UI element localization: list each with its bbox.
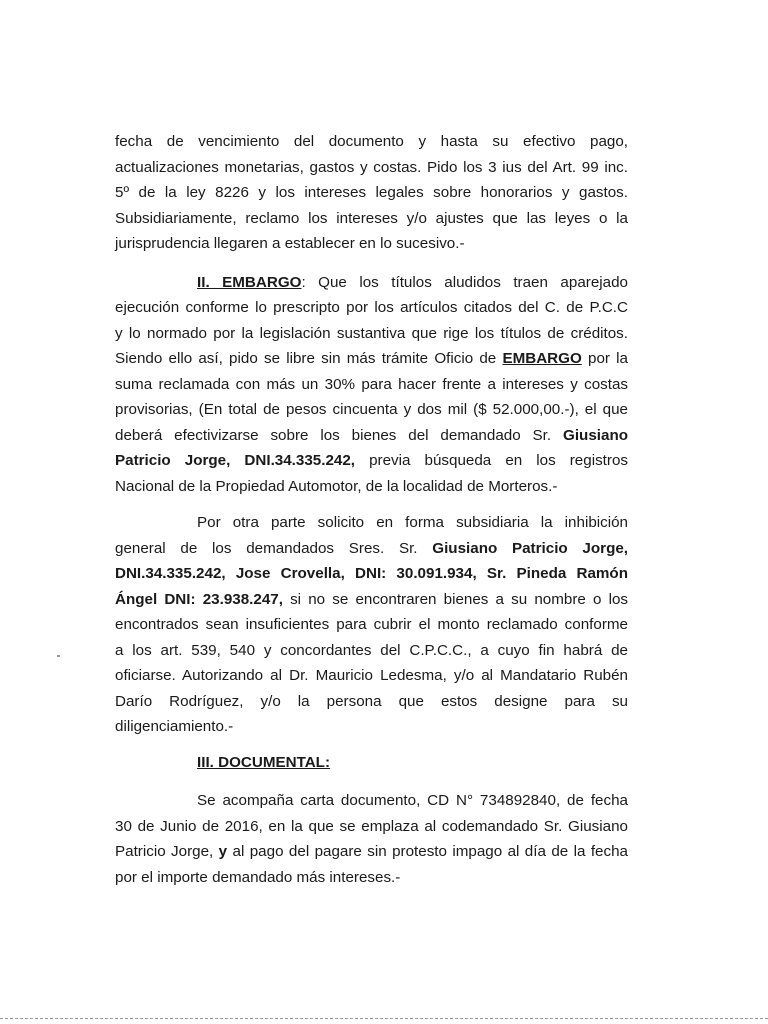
text-line [115, 448, 628, 474]
text-fragment: Patricio Jorge, [115, 843, 219, 860]
text-line [115, 587, 628, 613]
text-fragment: : Que los títulos aludidos traen aparejado [301, 273, 628, 291]
section-documental [115, 788, 628, 890]
text-line: suma reclamada con más un 30% para hacer frente a intereses y costas [115, 375, 628, 393]
defendants-list: DNI.34.335.242, Jose Crovella, DNI: 30.091.934, Sr. Pineda Ramón [115, 565, 628, 582]
defendant-id: Ángel DNI: 23.938.247, [115, 590, 283, 608]
scan-mark [57, 655, 60, 657]
text-fragment: general de los demandados Sres. Sr. [115, 539, 433, 557]
text-fragment: si no se encontraren bienes a su nombre o los [282, 590, 628, 608]
text-line: Nacional de la Propiedad Automotor, de la localidad de Morteros.- [115, 477, 558, 495]
text-line [115, 270, 628, 296]
text-fragment: por la [581, 350, 628, 367]
text-fragment: deberá efectivizarse sobre los bienes del demandado Sr. [115, 426, 564, 444]
text-fragment: al pago del pagare sin protesto impago al día de la fecha [227, 843, 628, 860]
section-heading-documental: III. DOCUMENTAL: [197, 753, 331, 771]
text-line [115, 839, 628, 865]
document-body [115, 129, 628, 890]
text-line: provisorias, (En total de pesos cincuenta y dos mil ($ 52.000,00.-), el que [115, 401, 628, 418]
text-line: fecha de vencimiento del documento y hasta su efectivo pago, [115, 133, 628, 150]
embargo-emphasis: EMBARGO [502, 350, 582, 367]
text-line: por el importe demandado más intereses.- [115, 868, 401, 886]
defendant-name: Giusiano [563, 426, 628, 444]
page-bottom-edge [0, 1018, 768, 1019]
text-line: y lo normado por la legislación sustantiva que rige los títulos de créditos. [115, 324, 628, 342]
text-fragment: Siendo ello así, pido se libre sin más trámite Oficio de [115, 350, 503, 367]
text-line [115, 346, 628, 372]
text-line [115, 423, 628, 449]
text-line: Darío Rodríguez, y/o la persona que estos designe para su [115, 692, 628, 710]
text-line: jurisprudencia llegaren a establecer en lo sucesivo.- [115, 235, 465, 252]
section-heading-embargo: II. EMBARGO [197, 273, 302, 291]
text-line: 5º de la ley 8226 y los intereses legales sobre honorarios y gastos. [115, 184, 628, 201]
text-line: Por otra parte solicito en forma subsidiaria la inhibición [197, 514, 628, 531]
defendant-id: Patricio Jorge, DNI.34.335.242, [115, 452, 356, 469]
paragraph-inhibicion [115, 510, 628, 740]
section-embargo [115, 270, 628, 500]
text-line [115, 536, 628, 562]
text-line: ejecución conforme lo prescripto por los artículos citados del C. de P.C.C [115, 299, 628, 316]
text-line: Se acompaña carta documento, CD N° 734892840, de fecha [197, 792, 628, 809]
text-line: 30 de Junio de 2016, en la que se emplaza al codemandado Sr. Giusiano [115, 817, 628, 835]
text-line: actualizaciones monetarias, gastos y costas. Pido los 3 ius del Art. 99 inc. [115, 158, 628, 176]
text-line: Subsidiariamente, reclamo los intereses y/o ajustes que las leyes o la [115, 209, 628, 227]
text-line: oficiarse. Autorizando al Dr. Mauricio Ledesma, y/o al Mandatario Rubén [115, 667, 628, 684]
text-line: diligenciamiento.- [115, 718, 234, 735]
text-line: a los art. 539, 540 y concordantes del C.P.C.C., a cuyo fin habrá de [115, 641, 628, 659]
text-fragment: previa búsqueda en los registros [355, 452, 628, 469]
text-line: encontrados sean insuficientes para cubrir el monto reclamado conforme [115, 616, 628, 633]
emphasis-y: y [218, 843, 228, 860]
paragraph-intereses [115, 129, 628, 257]
defendant-name: Giusiano Patricio Jorge, [432, 539, 629, 557]
